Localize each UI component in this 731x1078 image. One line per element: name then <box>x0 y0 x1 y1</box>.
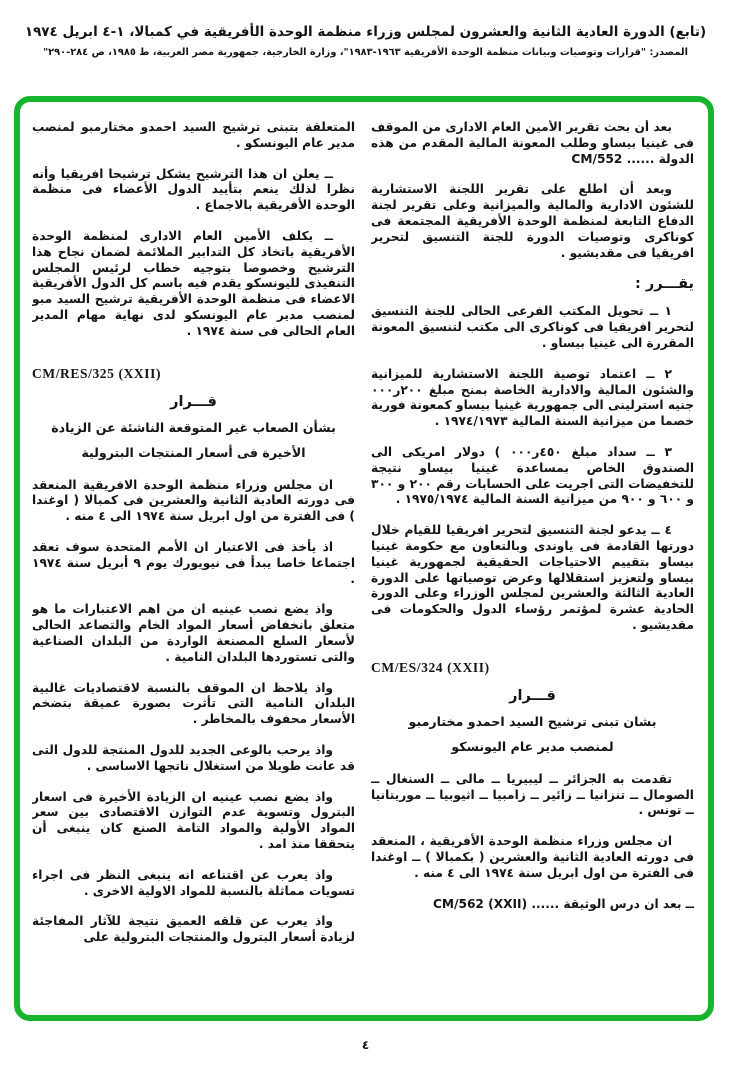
paragraph-convinced: واذ يعرب عن اقتناعه انه ينبغى النظر فى اجراء تسويات مماثلة بالنسبة للمواد الاولية الاخرى . <box>32 867 355 898</box>
document-reference-cm-es-324: CM/ES/324 (XXII) <box>371 659 490 675</box>
paragraph-sponsors: تقدمت به الجزائر ــ ليبيريا ــ مالى ــ السنغال ــ الصومال ــ تنزانيا ــ زائير ــ زامبيا ــ اثيوبيا ــ موريتانيا ــ تونس . <box>371 771 694 818</box>
resolution-subtitle-line1: بشان تبنى ترشيح السيد احمدو مختارمبو <box>408 713 657 729</box>
paragraph-considering: اذ يأخذ فى الاعتبار ان الأمم المتحدة سوف تعقد اجتماعا خاصا يبدأ فى نيويورك يوم ٩ أبريل سنة ١٩٧٤ . <box>32 539 355 586</box>
paragraph-studied-document: ــ بعد ان درس الوثيقة ...... CM/562 (XXII) <box>432 896 694 911</box>
paragraph-council-session: ان مجلس وزراء منظمة الوحدة الافريقية المنعقد فى دورته العادية الثانية والعشرين فى كمبالا ( اوغندا ) فى الفترة من اول ابريل سنة ١٩٧٤ الى ٤ منه . <box>32 477 355 524</box>
two-column-layout <box>32 120 694 1007</box>
paragraph-declares: ــ يعلن ان هذا الترشيح يشكل ترشيحا افريقيا وأنه نظرا لذلك ينعم بتأييد الدول الأعضاء فى منظمة الوحدة الأفريقية بالاجماع . <box>32 166 355 213</box>
resolution-subtitle-line2: لمنصب مدير عام اليونسكو <box>451 738 614 754</box>
column-right <box>371 120 694 1007</box>
decides-heading: يقـــرر : <box>635 276 694 293</box>
header-source-citation: المصدر: "قرارات وتوصيات وبيانات منظمة الوحدة الأفريقية ١٩٦٣-١٩٨٣"، وزارة الخارجية، جمهورية مصر العربية، ط ١٩٨٥، ص ٢٨٤-٢٩٠" <box>43 47 688 58</box>
document-reference-cm-res-325: CM/RES/325 (XXII) <box>32 365 162 381</box>
resolution-title: قـــرار <box>509 687 556 704</box>
document-header <box>0 24 731 58</box>
paragraph-mindful: واذ يضع نصب عينيه ان الزيادة الأخيرة فى اسعار البترول وتسوية عدم التوازن الاقتصادى بين سعر المواد الأولية والمواد التامة الصنع كان ينبغى أن يتحققا منذ امد . <box>32 789 355 851</box>
column-left <box>32 120 355 1007</box>
resolution-title: قـــرار <box>170 393 217 410</box>
green-content-frame <box>14 96 714 1021</box>
paragraph-council-session: ان مجلس وزراء منظمة الوحدة الأفريقية ، المنعقد فى دورته العادية الثانية والعشرين ( بكمبالا ) ــ اوغندا فى الفترة من اول ابريل سنة ١٩٧٤ الى ٤ منه . <box>371 834 694 880</box>
resolution-item-2: ٢ ــ اعتماد توصية اللجنة الاستشارية للميزانية والشئون المالية والادارية الخاصة بمنح مبلغ ٢٠٠ر٠٠٠ جنيه استرلينى الى جمهورية غينيا بيساو كمعونة فورية خصما من ميزانية السنة المالية ١٩٧٤/١٩٧٣ . <box>371 366 694 429</box>
page-number: ٤ <box>361 1038 370 1052</box>
resolution-subtitle-line2: الأخيرة فى أسعار المنتجات البترولية <box>81 444 306 460</box>
resolution-subtitle-line1: بشأن الصعاب غير المتوقعة الناشئة عن الزيادة <box>51 419 336 435</box>
paragraph-deep-concern: واذ يعرب عن قلقه العميق نتيجة للآثار المفاجئة لزيادة أسعار البترول والمنتجات البترولية على <box>32 914 355 945</box>
resolution-item-3: ٣ ــ سداد مبلغ ٤٥٠ر٠٠٠ ) دولار امريكى الى الصندوق الخاص بمساعدة غينيا بيساو نتيجة للتخفيضات التى اجريت على الحسابات رقم ٢٠٠ و ٣٠٠ و ٦٠٠ و ٩٠٠ من ميزانية السنة المالية ١٩٧٥/١٩٧٤ . <box>371 444 694 507</box>
paragraph-welcoming: واذ يرحب بالوعى الجديد للدول المنتجة للدول التى قد عانت طويلا من استغلال ناتجها الاساسى . <box>32 742 355 773</box>
header-session-title: (تابع) الدورة العادية الثانية والعشرون لمجلس وزراء منظمة الوحدة الأفريقية في كمبالا، ١-٤ ابريل ١٩٧٤ <box>24 24 707 40</box>
paragraph-continuation: المتعلقة بتبنى ترشيح السيد احمدو مختارمبو لمنصب مدير عام اليونسكو . <box>32 120 355 150</box>
resolution-item-1: ١ ــ تحويل المكتب الفرعى الحالى للجنة التنسيق لتحرير افريقيا فى كوناكرى الى مكتب لتنسيق المعونة المقررة الى غينيا بيساو . <box>371 304 694 350</box>
paragraph-examined-report: بعد أن بحث تقرير الأمين العام الادارى من الموقف فى غينيا بيساو وطلب المعونة المالية المقدم من هذه الدولة ...... CM/552 <box>371 120 694 166</box>
resolution-item-4: ٤ ــ يدعو لجنة التنسيق لتحرير افريقيا للقيام خلال دورتها القادمة فى ياوندى وبالتعاون مع حكومة غينيا بيساو بتقييم الاحتياجات الحقيقية لجمهورية غينيا بيساو ولتعزيز استقلالها وعرض توصياتها على الدورة العادية الثالثة والعشرين لمجلس الوزراء وعلى الدورة الحادية عشرة لمؤتمر رؤساء الدول والحكومات فى مقديشيو . <box>371 523 694 632</box>
paragraph-noting: واذ يلاحظ ان الموقف بالنسبة لاقتصاديات غالبية البلدان النامية التى تأثرت بصورة عميقة بتضخم الأسعار محفوف بالمخاطر . <box>32 680 355 727</box>
paragraph-advisory-report: وبعد أن اطلع على تقرير اللجنة الاستشارية للشئون الادارية والمالية والميزانية وعلى تقرير لجنة الدفاع التابعة لمنظمة الوحدة الأفريقية المجتمعة فى كوناكرى وتوصيات الدورة للجنة التنسيق لتحرير افريقيا فى مقديشيو . <box>371 182 694 260</box>
paragraph-instructs: ــ يكلف الأمين العام الادارى لمنظمة الوحدة الأفريقية باتخاذ كل التدابير الملائمة لضمان نجاح هذا الترشيح وخصوصا بتوجيه خطاب لرئيس المجلس التنفيذى لليونسكو يقدم فيه باسم كل الدول الأفريقية الاعضاء فى منظمة الوحدة الأفريقية ترشيح السيد مبو لمنصب مدير عام اليونسكو لدى نهاية مهام المدير العام الحالى فى سنة ١٩٧٤ . <box>32 228 355 338</box>
paragraph-bearing-in-mind: واذ يضع نصب عينيه ان من اهم الاعتبارات ما هو متعلق بانخفاض أسعار المواد الخام والتصاعد الحالى لأسعار السلع المصنعة الواردة من البلدان الصناعية والتى تستوردها البلدان النامية . <box>32 602 355 664</box>
